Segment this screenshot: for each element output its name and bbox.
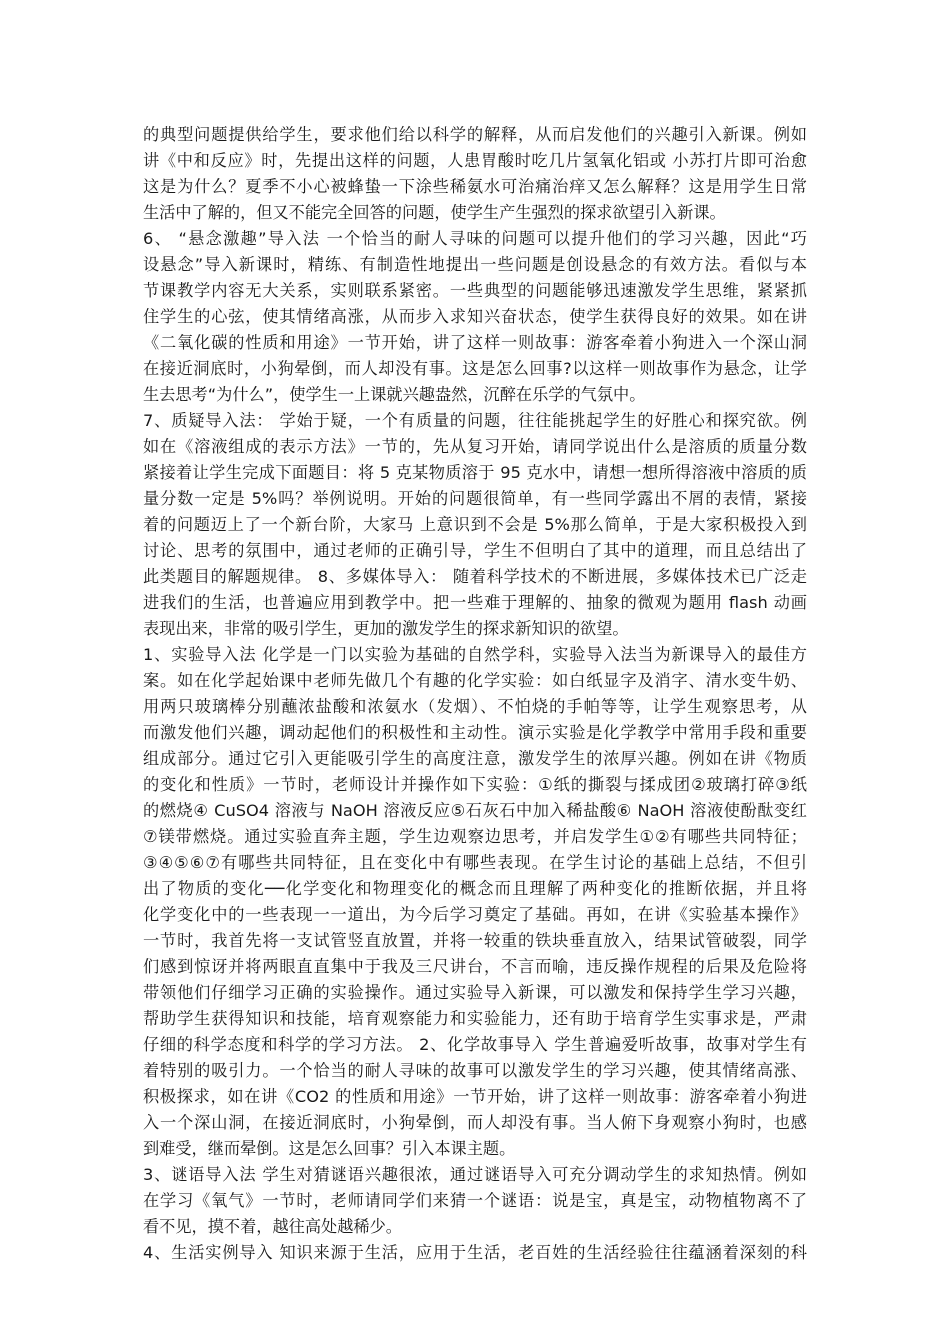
text-line: 积极探求，如在讲《CO2 的性质和用途》一节开始，讲了这样一则故事：游客牵着小狗进 xyxy=(143,1087,807,1106)
text-line: 节课教学内容无大关系，实则联系紧密。一些典型的问题能够迅速激发学生思维，紧紧抓 xyxy=(143,281,807,300)
text-line: 入一个深山洞，在接近洞底时，小狗晕倒，而人却没有事。当人俯下身观察小狗时，也感 xyxy=(143,1113,807,1132)
text-line: 化学变化中的一些表现一一道出，为今后学习奠定了基础。再如，在讲《实验基本操作》 xyxy=(143,905,807,924)
text-line: 讲《中和反应》时，先提出这样的问题，人患胃酸时吃几片氢氧化铝或 小苏打片即可治愈 xyxy=(143,151,807,170)
text-line: 量分数一定是 5%吗？举例说明。开始的问题很简单，有一些同学露出不屑的表情，紧接 xyxy=(143,489,807,508)
text-line: 这是为什么？夏季不小心被蜂蛰一下涂些稀氨水可治痛治痒又怎么解释？这是用学生日常 xyxy=(143,177,807,196)
text-line: 而激发他们兴趣，调动起他们的积极性和主动性。演示实验是化学教学中常用手段和重要 xyxy=(143,723,807,742)
text-line: 的典型问题提供给学生，要求他们给以科学的解释，从而启发他们的兴趣引入新课。例如 xyxy=(143,125,807,144)
text-line: 用两只玻璃棒分别蘸浓盐酸和浓氨水（发烟）、不怕烧的手帕等等，让学生观察思考，从 xyxy=(143,697,807,716)
text-line: 的变化和性质》一节时，老师设计并操作如下实验：①纸的撕裂与揉成团②玻璃打碎③纸 xyxy=(143,775,807,794)
text-line: 1、实验导入法 化学是一门以实验为基础的自然学科，实验导入法当为新课导入的最佳方 xyxy=(143,645,807,664)
document-body xyxy=(143,122,807,1266)
text-line: 仔细的科学态度和科学的学习方法。 2、化学故事导入 学生普遍爱听故事，故事对学生有 xyxy=(143,1035,807,1054)
text-line: 7、质疑导入法： 学始于疑，一个有质量的问题，往往能挑起学生的好胜心和探究欲。例 xyxy=(143,411,807,430)
text-line: 着的问题迈上了一个新台阶，大家马 上意识到不会是 5%那么简单，于是大家积极投入到 xyxy=(143,515,807,534)
text-line: ⑦镁带燃烧。通过实验直奔主题，学生边观察边思考，并启发学生①②有哪些共同特征； xyxy=(143,827,807,846)
text-line: 到难受，继而晕倒。这是怎么回事？引入本课主题。 xyxy=(143,1139,516,1158)
text-line: 看不见，摸不着，越往高处越稀少。 xyxy=(143,1217,402,1236)
text-line: 生去思考“为什么”，使学生一上课就兴趣盎然，沉醉在乐学的气氛中。 xyxy=(143,385,646,404)
text-line: 着特别的吸引力。一个恰当的耐人寻味的故事可以激发学生的学习兴趣，使其情绪高涨、 xyxy=(143,1061,807,1080)
text-line: 案。如在化学起始课中老师先做几个有趣的化学实验：如白纸显字及消字、清水变牛奶、 xyxy=(143,671,807,690)
text-line: 住学生的心弦，使其情绪高涨，从而步入求知兴奋状态，使学生获得良好的效果。如在讲 xyxy=(143,307,807,326)
text-line: 在学习《氧气》一节时，老师请同学们来猜一个谜语：说是宝，真是宝，动物植物离不了 xyxy=(143,1191,807,1210)
text-line: 讨论、思考的氛围中，通过老师的正确引导，学生不但明白了其中的道理，而且总结出了 xyxy=(143,541,807,560)
text-line: 一节时，我首先将一支试管竖直放置，并将一较重的铁块垂直放入，结果试管破裂，同学 xyxy=(143,931,807,950)
text-line: 4、生活实例导入 知识来源于生活，应用于生活，老百姓的生活经验往往蕴涵着深刻的科 xyxy=(143,1243,807,1262)
text-line: 6、 “悬念激趣”导入法 一个恰当的耐人寻味的问题可以提升他们的学习兴趣，因此“巧 xyxy=(143,229,807,248)
text-line: 《二氧化碳的性质和用途》一节开始，讲了这样一则故事：游客牵着小狗进入一个深山洞 xyxy=(143,333,807,352)
text-line: 如在《溶液组成的表示方法》一节的，先从复习开始，请同学说出什么是溶质的质量分数 xyxy=(143,437,807,456)
text-line: 设悬念”导入新课时，精练、有制造性地提出一些问题是创设悬念的有效方法。看似与本 xyxy=(143,255,807,274)
text-line: 在接近洞底时，小狗晕倒，而人却没有事。这是怎么回事?以这样一则故事作为悬念，让学 xyxy=(143,359,807,378)
text-line: 们感到惊讶并将两眼直直集中于我及三尺讲台，不言而喻，违反操作规程的后果及危险将 xyxy=(143,957,807,976)
text-line: 生活中了解的，但又不能完全回答的问题，使学生产生强烈的探求欲望引入新课。 xyxy=(143,203,726,222)
text-line: 进我们的生活，也普遍应用到教学中。把一些难于理解的、抽象的微观为题用 flash 动画 xyxy=(143,593,807,612)
text-line: 3、谜语导入法 学生对猜谜语兴趣很浓，通过谜语导入可充分调动学生的求知热情。例如 xyxy=(143,1165,807,1184)
text-line: 表现出来，非常的吸引学生，更加的激发学生的探求新知识的欲望。 xyxy=(143,619,629,638)
text-line: 的燃烧④ CuSO4 溶液与 NaOH 溶液反应⑤石灰石中加入稀盐酸⑥ NaOH 溶液使酚酞变红 xyxy=(143,801,807,820)
text-line: 组成部分。通过它引入更能吸引学生的高度注意，激发学生的浓厚兴趣。例如在讲《物质 xyxy=(143,749,807,768)
text-line: ③④⑤⑥⑦有哪些共同特征，且在变化中有哪些表现。在学生讨论的基础上总结，不但引 xyxy=(143,853,807,872)
text-line: 带领他们仔细学习正确的实验操作。通过实验导入新课，可以激发和保持学生学习兴趣， xyxy=(143,983,807,1002)
text-line: 出了物质的变化──化学变化和物理变化的概念而且理解了两种变化的推断依据，并且将 xyxy=(143,879,807,898)
text-line: 紧接着让学生完成下面题目：将 5 克某物质溶于 95 克水中，请想一想所得溶液中溶质的质 xyxy=(143,463,807,482)
text-line: 帮助学生获得知识和技能，培育观察能力和实验能力，还有助于培育学生实事求是，严肃 xyxy=(143,1009,807,1028)
text-line: 此类题目的解题规律。 8、多媒体导入： 随着科学技术的不断进展，多媒体技术已广泛走 xyxy=(143,567,807,586)
